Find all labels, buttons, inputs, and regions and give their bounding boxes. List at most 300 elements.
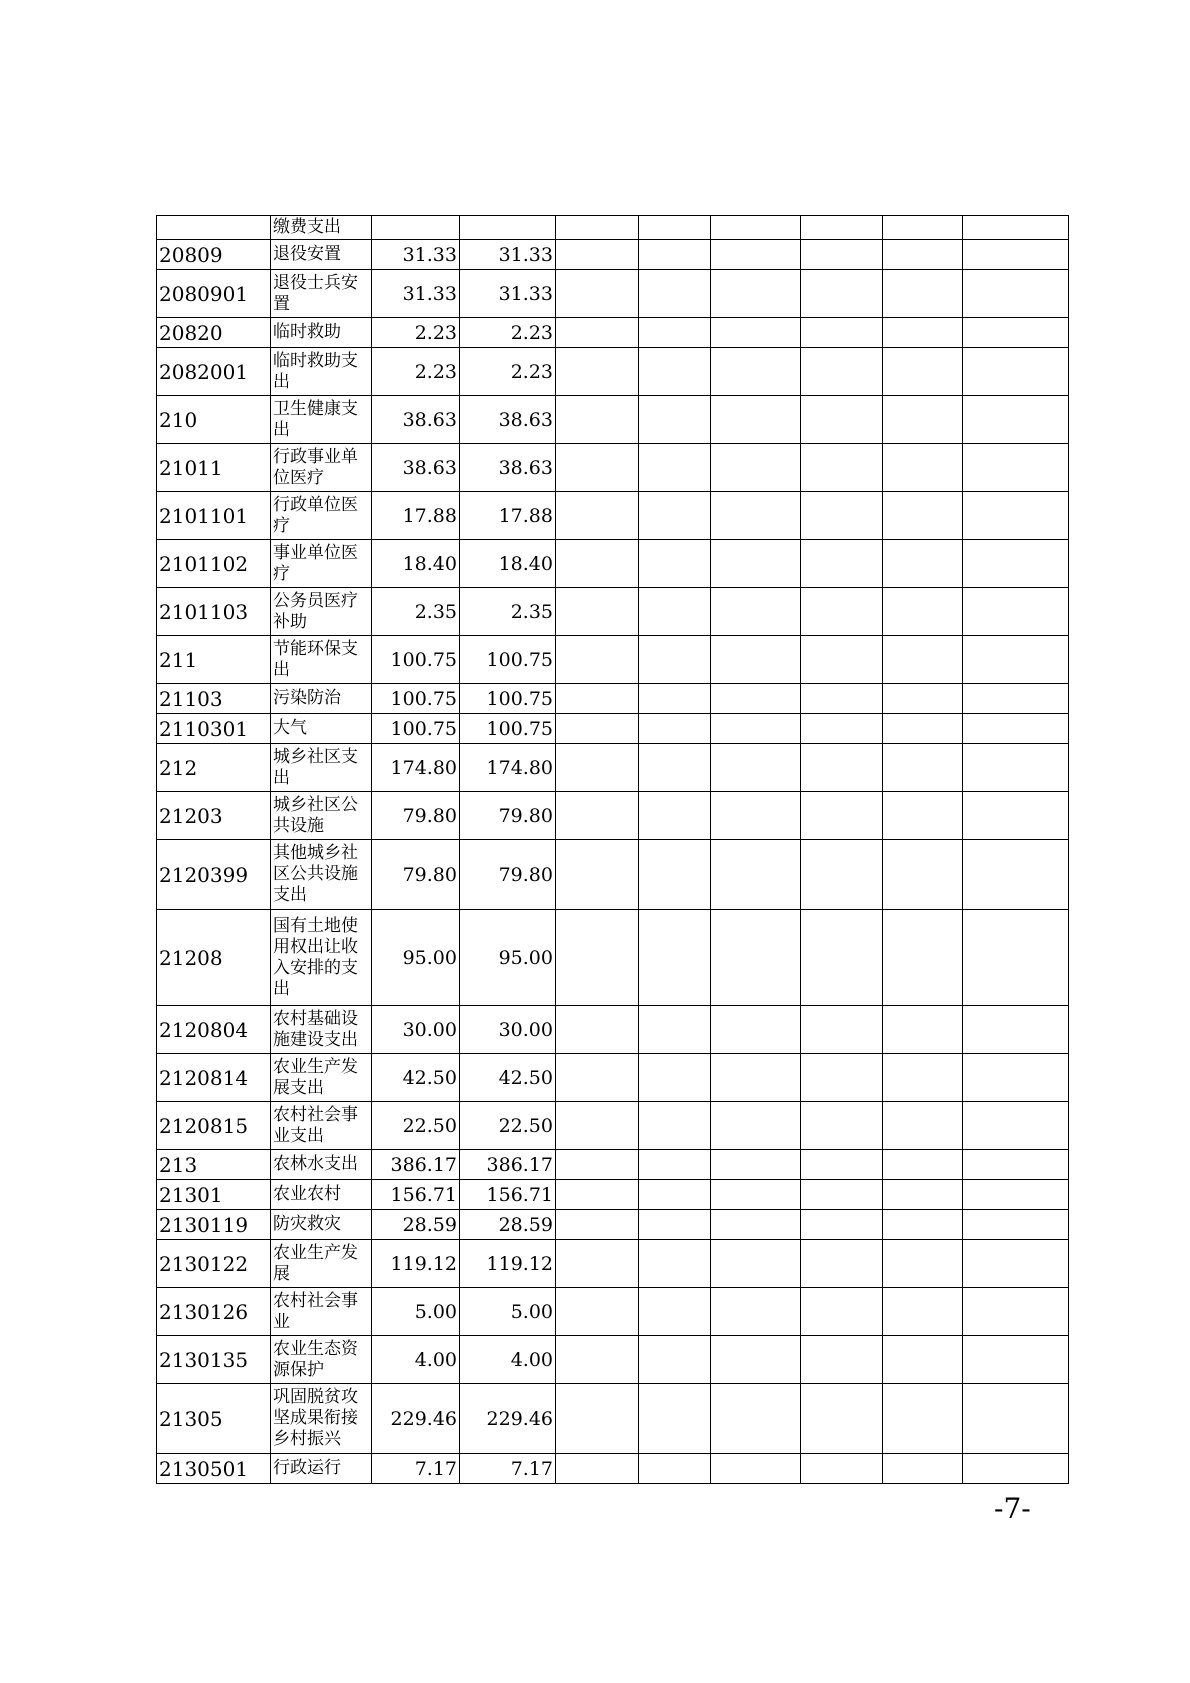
empty-cell: [711, 492, 801, 540]
empty-cell: [556, 1384, 639, 1454]
empty-cell: [711, 1336, 801, 1384]
empty-cell: [801, 1210, 883, 1240]
empty-cell: [801, 348, 883, 396]
empty-cell: [801, 444, 883, 492]
empty-cell: [883, 1150, 963, 1180]
table-row: [157, 1150, 1069, 1180]
empty-cell: [963, 1150, 1069, 1180]
empty-cell: [801, 1454, 883, 1484]
empty-cell: [963, 1006, 1069, 1054]
empty-cell: [711, 636, 801, 684]
empty-cell: [556, 1150, 639, 1180]
empty-cell: [963, 588, 1069, 636]
table-row: [157, 1384, 1069, 1454]
total-amount-cell: 386.17: [372, 1150, 460, 1180]
empty-cell: [711, 1150, 801, 1180]
empty-cell: [639, 1454, 711, 1484]
total-amount-cell: 18.40: [372, 540, 460, 588]
total-amount-cell: 28.59: [372, 1210, 460, 1240]
item-code-cell: 2130119: [157, 1210, 271, 1240]
basic-amount-cell: 4.00: [460, 1336, 556, 1384]
empty-cell: [883, 684, 963, 714]
item-code-cell: 2082001: [157, 348, 271, 396]
table-row: [157, 840, 1069, 910]
empty-cell: [801, 1240, 883, 1288]
empty-cell: [639, 792, 711, 840]
empty-cell: [801, 1054, 883, 1102]
empty-cell: [801, 270, 883, 318]
empty-cell: [963, 1288, 1069, 1336]
empty-cell: [883, 1384, 963, 1454]
basic-amount-cell: 79.80: [460, 792, 556, 840]
item-name-cell: 防灾救灾: [271, 1210, 372, 1240]
empty-cell: [556, 714, 639, 744]
empty-cell: [801, 1288, 883, 1336]
item-code-cell: 2101101: [157, 492, 271, 540]
basic-amount-cell: 42.50: [460, 1054, 556, 1102]
basic-amount-cell: 79.80: [460, 840, 556, 910]
empty-cell: [711, 910, 801, 1006]
table-row: [157, 318, 1069, 348]
item-name-cell: 农村基础设施建设支出: [271, 1006, 372, 1054]
basic-amount-cell: 119.12: [460, 1240, 556, 1288]
table-row: [157, 444, 1069, 492]
item-name-cell: 其他城乡社区公共设施支出: [271, 840, 372, 910]
table-row: [157, 1210, 1069, 1240]
basic-amount-cell: 7.17: [460, 1454, 556, 1484]
empty-cell: [711, 348, 801, 396]
empty-cell: [801, 1180, 883, 1210]
empty-cell: [639, 714, 711, 744]
item-code-cell: 2101102: [157, 540, 271, 588]
basic-amount-cell: 31.33: [460, 240, 556, 270]
basic-amount-cell: 18.40: [460, 540, 556, 588]
empty-cell: [801, 1384, 883, 1454]
empty-cell: [801, 744, 883, 792]
empty-cell: [963, 1054, 1069, 1102]
empty-cell: [639, 1054, 711, 1102]
item-code-cell: 21203: [157, 792, 271, 840]
total-amount-cell: 4.00: [372, 1336, 460, 1384]
basic-amount-cell: 17.88: [460, 492, 556, 540]
empty-cell: [639, 1288, 711, 1336]
item-code-cell: 2120399: [157, 840, 271, 910]
total-amount-cell: 38.63: [372, 396, 460, 444]
basic-amount-cell: 2.23: [460, 348, 556, 396]
basic-amount-cell: 100.75: [460, 684, 556, 714]
item-code-cell: 2130122: [157, 1240, 271, 1288]
empty-cell: [639, 1006, 711, 1054]
table-row: [157, 348, 1069, 396]
empty-cell: [711, 1384, 801, 1454]
total-amount-cell: 31.33: [372, 240, 460, 270]
item-code-cell: 21305: [157, 1384, 271, 1454]
empty-cell: [883, 1210, 963, 1240]
table-row: [157, 1006, 1069, 1054]
table-row: [157, 1102, 1069, 1150]
total-amount-cell: 79.80: [372, 792, 460, 840]
basic-amount-cell: 22.50: [460, 1102, 556, 1150]
empty-cell: [711, 240, 801, 270]
item-code-cell: 21011: [157, 444, 271, 492]
empty-cell: [963, 492, 1069, 540]
item-name-cell: 农村社会事业支出: [271, 1102, 372, 1150]
empty-cell: [639, 216, 711, 240]
basic-amount-cell: 174.80: [460, 744, 556, 792]
table-body: [157, 216, 1069, 1484]
empty-cell: [963, 1102, 1069, 1150]
basic-amount-cell: 30.00: [460, 1006, 556, 1054]
item-name-cell: 农村社会事业: [271, 1288, 372, 1336]
empty-cell: [963, 792, 1069, 840]
empty-cell: [801, 1006, 883, 1054]
table-row: [157, 684, 1069, 714]
empty-cell: [963, 240, 1069, 270]
item-code-cell: 2130501: [157, 1454, 271, 1484]
total-amount-cell: 100.75: [372, 636, 460, 684]
empty-cell: [639, 1150, 711, 1180]
total-amount-cell: 156.71: [372, 1180, 460, 1210]
item-name-cell: 临时救助支出: [271, 348, 372, 396]
empty-cell: [963, 540, 1069, 588]
empty-cell: [801, 792, 883, 840]
empty-cell: [711, 1288, 801, 1336]
table-row: [157, 1454, 1069, 1484]
item-name-cell: 农业生态资源保护: [271, 1336, 372, 1384]
empty-cell: [883, 792, 963, 840]
table-row: [157, 636, 1069, 684]
item-name-cell: 退役安置: [271, 240, 372, 270]
empty-cell: [801, 840, 883, 910]
empty-cell: [963, 1336, 1069, 1384]
basic-amount-cell: 386.17: [460, 1150, 556, 1180]
empty-cell: [883, 270, 963, 318]
empty-cell: [556, 1454, 639, 1484]
empty-cell: [801, 318, 883, 348]
empty-cell: [556, 588, 639, 636]
empty-cell: [556, 792, 639, 840]
empty-cell: [556, 318, 639, 348]
empty-cell: [639, 1102, 711, 1150]
table-row: [157, 1288, 1069, 1336]
empty-cell: [711, 1006, 801, 1054]
empty-cell: [883, 1454, 963, 1484]
item-name-cell: 污染防治: [271, 684, 372, 714]
item-name-cell: 国有土地使用权出让收入安排的支出: [271, 910, 372, 1006]
item-code-cell: [157, 216, 271, 240]
empty-cell: [556, 1006, 639, 1054]
empty-cell: [883, 444, 963, 492]
basic-amount-cell: 229.46: [460, 1384, 556, 1454]
empty-cell: [883, 396, 963, 444]
item-name-cell: 农业生产发展支出: [271, 1054, 372, 1102]
empty-cell: [711, 1054, 801, 1102]
basic-amount-cell: 31.33: [460, 270, 556, 318]
empty-cell: [883, 636, 963, 684]
empty-cell: [639, 588, 711, 636]
total-amount-cell: 38.63: [372, 444, 460, 492]
empty-cell: [639, 744, 711, 792]
empty-cell: [639, 684, 711, 714]
empty-cell: [883, 1288, 963, 1336]
table-row: [157, 270, 1069, 318]
table-row: [157, 540, 1069, 588]
empty-cell: [639, 492, 711, 540]
empty-cell: [801, 1150, 883, 1180]
empty-cell: [711, 216, 801, 240]
empty-cell: [711, 744, 801, 792]
empty-cell: [711, 1180, 801, 1210]
empty-cell: [711, 444, 801, 492]
empty-cell: [556, 636, 639, 684]
total-amount-cell: 42.50: [372, 1054, 460, 1102]
empty-cell: [711, 540, 801, 588]
empty-cell: [711, 684, 801, 714]
empty-cell: [639, 1180, 711, 1210]
basic-amount-cell: 156.71: [460, 1180, 556, 1210]
basic-amount-cell: 2.35: [460, 588, 556, 636]
basic-amount-cell: 5.00: [460, 1288, 556, 1336]
item-name-cell: 公务员医疗补助: [271, 588, 372, 636]
item-name-cell: 大气: [271, 714, 372, 744]
empty-cell: [556, 840, 639, 910]
empty-cell: [556, 348, 639, 396]
table-row: [157, 910, 1069, 1006]
empty-cell: [711, 1454, 801, 1484]
total-amount-cell: 119.12: [372, 1240, 460, 1288]
item-code-cell: 211: [157, 636, 271, 684]
empty-cell: [883, 540, 963, 588]
empty-cell: [801, 216, 883, 240]
item-name-cell: 农业农村: [271, 1180, 372, 1210]
empty-cell: [963, 1240, 1069, 1288]
empty-cell: [801, 636, 883, 684]
empty-cell: [801, 588, 883, 636]
item-code-cell: 20809: [157, 240, 271, 270]
empty-cell: [711, 714, 801, 744]
empty-cell: [883, 910, 963, 1006]
item-name-cell: 缴费支出: [271, 216, 372, 240]
table-row: [157, 396, 1069, 444]
item-code-cell: 2110301: [157, 714, 271, 744]
table-row: [157, 588, 1069, 636]
total-amount-cell: 17.88: [372, 492, 460, 540]
total-amount-cell: 31.33: [372, 270, 460, 318]
empty-cell: [883, 588, 963, 636]
empty-cell: [556, 1210, 639, 1240]
empty-cell: [639, 1384, 711, 1454]
empty-cell: [963, 684, 1069, 714]
empty-cell: [963, 1180, 1069, 1210]
total-amount-cell: 229.46: [372, 1384, 460, 1454]
item-code-cell: 21208: [157, 910, 271, 1006]
empty-cell: [963, 348, 1069, 396]
item-name-cell: 巩固脱贫攻坚成果衔接乡村振兴: [271, 1384, 372, 1454]
empty-cell: [963, 744, 1069, 792]
table-row: [157, 492, 1069, 540]
table-row: [157, 744, 1069, 792]
empty-cell: [556, 270, 639, 318]
empty-cell: [801, 684, 883, 714]
empty-cell: [883, 318, 963, 348]
total-amount-cell: 2.23: [372, 348, 460, 396]
item-code-cell: 2120814: [157, 1054, 271, 1102]
empty-cell: [963, 270, 1069, 318]
basic-amount-cell: [460, 216, 556, 240]
table-row: [157, 1180, 1069, 1210]
page-number: -7-: [994, 1492, 1031, 1525]
item-code-cell: 2120815: [157, 1102, 271, 1150]
item-code-cell: 2080901: [157, 270, 271, 318]
empty-cell: [883, 492, 963, 540]
empty-cell: [556, 684, 639, 714]
total-amount-cell: 22.50: [372, 1102, 460, 1150]
empty-cell: [556, 444, 639, 492]
item-name-cell: 退役士兵安置: [271, 270, 372, 318]
table-row: [157, 1054, 1069, 1102]
item-code-cell: 21301: [157, 1180, 271, 1210]
empty-cell: [883, 216, 963, 240]
total-amount-cell: 7.17: [372, 1454, 460, 1484]
empty-cell: [711, 1102, 801, 1150]
item-name-cell: 临时救助: [271, 318, 372, 348]
empty-cell: [801, 910, 883, 1006]
empty-cell: [883, 240, 963, 270]
empty-cell: [883, 348, 963, 396]
item-name-cell: 节能环保支出: [271, 636, 372, 684]
item-name-cell: 卫生健康支出: [271, 396, 372, 444]
empty-cell: [963, 1210, 1069, 1240]
table-row: [157, 714, 1069, 744]
empty-cell: [883, 840, 963, 910]
table-row: [157, 1336, 1069, 1384]
empty-cell: [883, 1180, 963, 1210]
empty-cell: [711, 840, 801, 910]
empty-cell: [883, 1102, 963, 1150]
total-amount-cell: 100.75: [372, 714, 460, 744]
empty-cell: [639, 840, 711, 910]
total-amount-cell: 2.35: [372, 588, 460, 636]
item-name-cell: 事业单位医疗: [271, 540, 372, 588]
empty-cell: [556, 492, 639, 540]
empty-cell: [963, 216, 1069, 240]
empty-cell: [711, 318, 801, 348]
empty-cell: [711, 588, 801, 636]
empty-cell: [639, 910, 711, 1006]
total-amount-cell: 30.00: [372, 1006, 460, 1054]
basic-amount-cell: 100.75: [460, 714, 556, 744]
item-name-cell: 行政单位医疗: [271, 492, 372, 540]
total-amount-cell: 79.80: [372, 840, 460, 910]
total-amount-cell: 174.80: [372, 744, 460, 792]
item-code-cell: 2130135: [157, 1336, 271, 1384]
empty-cell: [556, 216, 639, 240]
empty-cell: [556, 396, 639, 444]
empty-cell: [801, 1102, 883, 1150]
item-code-cell: 210: [157, 396, 271, 444]
empty-cell: [801, 714, 883, 744]
empty-cell: [639, 636, 711, 684]
total-amount-cell: 95.00: [372, 910, 460, 1006]
empty-cell: [556, 744, 639, 792]
item-name-cell: 行政事业单位医疗: [271, 444, 372, 492]
table-row: [157, 240, 1069, 270]
empty-cell: [801, 240, 883, 270]
empty-cell: [883, 1006, 963, 1054]
item-code-cell: 20820: [157, 318, 271, 348]
empty-cell: [639, 348, 711, 396]
empty-cell: [639, 1240, 711, 1288]
item-name-cell: 行政运行: [271, 1454, 372, 1484]
item-name-cell: 城乡社区公共设施: [271, 792, 372, 840]
empty-cell: [801, 540, 883, 588]
empty-cell: [556, 1288, 639, 1336]
empty-cell: [963, 318, 1069, 348]
empty-cell: [639, 240, 711, 270]
empty-cell: [801, 492, 883, 540]
basic-amount-cell: 28.59: [460, 1210, 556, 1240]
total-amount-cell: 100.75: [372, 684, 460, 714]
item-code-cell: 213: [157, 1150, 271, 1180]
empty-cell: [963, 636, 1069, 684]
empty-cell: [556, 540, 639, 588]
empty-cell: [883, 1054, 963, 1102]
item-code-cell: 212: [157, 744, 271, 792]
empty-cell: [711, 1240, 801, 1288]
empty-cell: [639, 318, 711, 348]
empty-cell: [883, 744, 963, 792]
item-code-cell: 2101103: [157, 588, 271, 636]
empty-cell: [556, 910, 639, 1006]
empty-cell: [556, 1054, 639, 1102]
empty-cell: [963, 444, 1069, 492]
basic-amount-cell: 2.23: [460, 318, 556, 348]
item-code-cell: 21103: [157, 684, 271, 714]
empty-cell: [801, 396, 883, 444]
empty-cell: [639, 1210, 711, 1240]
empty-cell: [639, 540, 711, 588]
empty-cell: [963, 396, 1069, 444]
empty-cell: [556, 240, 639, 270]
empty-cell: [639, 396, 711, 444]
basic-amount-cell: 38.63: [460, 396, 556, 444]
empty-cell: [963, 1384, 1069, 1454]
empty-cell: [963, 910, 1069, 1006]
empty-cell: [883, 714, 963, 744]
basic-amount-cell: 95.00: [460, 910, 556, 1006]
empty-cell: [639, 270, 711, 318]
item-name-cell: 农林水支出: [271, 1150, 372, 1180]
empty-cell: [556, 1336, 639, 1384]
empty-cell: [963, 714, 1069, 744]
total-amount-cell: 5.00: [372, 1288, 460, 1336]
empty-cell: [711, 1210, 801, 1240]
empty-cell: [711, 792, 801, 840]
empty-cell: [711, 396, 801, 444]
total-amount-cell: [372, 216, 460, 240]
budget-table: [156, 215, 1069, 1484]
item-code-cell: 2120804: [157, 1006, 271, 1054]
empty-cell: [883, 1240, 963, 1288]
item-name-cell: 农业生产发展: [271, 1240, 372, 1288]
total-amount-cell: 2.23: [372, 318, 460, 348]
empty-cell: [963, 840, 1069, 910]
table-row: [157, 216, 1069, 240]
empty-cell: [711, 270, 801, 318]
empty-cell: [556, 1180, 639, 1210]
table-row: [157, 792, 1069, 840]
empty-cell: [883, 1336, 963, 1384]
